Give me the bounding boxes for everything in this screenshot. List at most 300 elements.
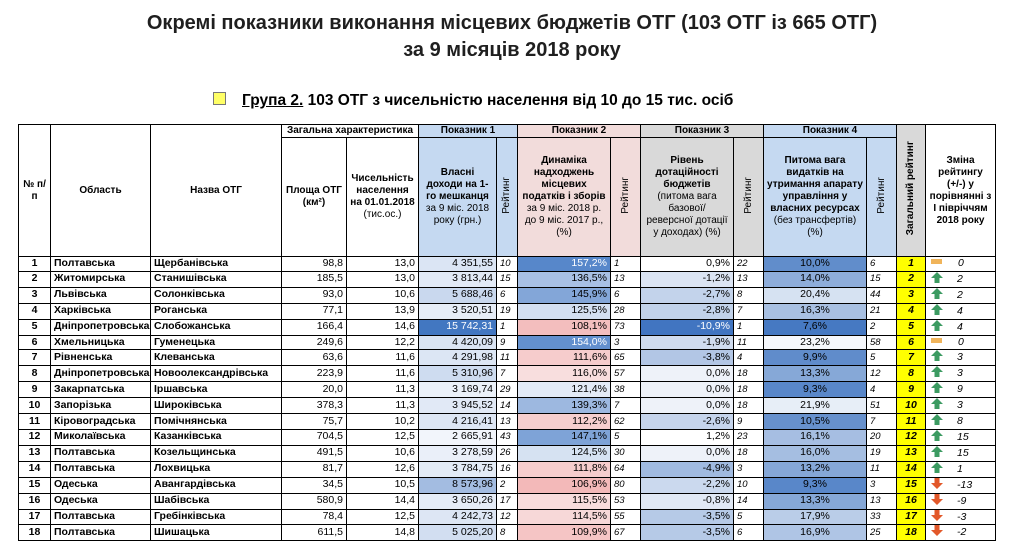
row-oblast: Полтавська [51, 445, 151, 461]
arrow-up-icon [931, 446, 943, 457]
row-dynamics: 111,8% [518, 461, 611, 477]
row-rating4: 5 [867, 350, 897, 366]
table-row [19, 477, 996, 493]
row-number: 1 [19, 257, 51, 272]
rating3-header-text: Рейтинг [742, 176, 754, 214]
rating4-header-text: Рейтинг [875, 176, 887, 214]
row-rating3: 11 [734, 335, 764, 350]
row-subsidy: -3,5% [641, 525, 734, 541]
row-admin-share: 17,9% [764, 509, 867, 525]
row-community-name: Авангардівська [151, 477, 282, 493]
row-population: 13,9 [347, 303, 419, 319]
row-number: 4 [19, 303, 51, 319]
row-subsidy: -1,9% [641, 335, 734, 350]
row-subsidy: 0,9% [641, 257, 734, 272]
row-number: 15 [19, 477, 51, 493]
rating-change-value: 3 [957, 351, 963, 364]
row-rating4: 25 [867, 525, 897, 541]
row-rating2: 73 [611, 319, 641, 335]
table-row [19, 509, 996, 525]
row-rating4: 13 [867, 493, 897, 509]
row-admin-share: 13,3% [764, 366, 867, 382]
row-rating4: 6 [867, 257, 897, 272]
row-rating2: 80 [611, 477, 641, 493]
row-number: 17 [19, 509, 51, 525]
row-income: 3 784,75 [419, 461, 497, 477]
row-rating3: 18 [734, 398, 764, 414]
group-label: Група 2. [242, 92, 304, 109]
col-ind2-header: Показник 2 [518, 125, 641, 138]
row-number: 8 [19, 366, 51, 382]
row-area: 63,6 [282, 350, 347, 366]
row-admin-share: 10,5% [764, 414, 867, 430]
row-income: 5 310,96 [419, 366, 497, 382]
rating-change-value: -9 [957, 494, 967, 507]
table-row [19, 429, 996, 445]
row-rating-change [926, 319, 996, 335]
row-rating3: 3 [734, 461, 764, 477]
row-income: 3 813,44 [419, 271, 497, 287]
row-rating3: 18 [734, 366, 764, 382]
col-population-header [347, 138, 419, 257]
arrow-up-icon [931, 462, 943, 473]
rating-change-value: 15 [957, 446, 969, 459]
row-dynamics: 111,6% [518, 350, 611, 366]
col-area-header: Площа ОТГ (км²) [282, 138, 347, 257]
row-admin-share: 14,0% [764, 271, 867, 287]
row-rating2: 6 [611, 287, 641, 303]
row-subsidy: -0,8% [641, 493, 734, 509]
row-rating-change [926, 271, 996, 287]
row-oblast: Житомирська [51, 271, 151, 287]
row-number: 10 [19, 398, 51, 414]
table-row [19, 287, 996, 303]
row-population: 14,6 [347, 319, 419, 335]
row-dynamics: 106,9% [518, 477, 611, 493]
row-population: 11,3 [347, 382, 419, 398]
row-rating1: 29 [497, 382, 518, 398]
row-total-rating: 16 [897, 493, 926, 509]
row-community-name: Слобожанська [151, 319, 282, 335]
rating-change-value: 15 [957, 430, 969, 443]
row-total-rating: 5 [897, 319, 926, 335]
row-rating1: 16 [497, 461, 518, 477]
row-area: 77,1 [282, 303, 347, 319]
row-dynamics: 157,2% [518, 257, 611, 272]
row-rating3: 14 [734, 493, 764, 509]
rating-change-value: 0 [958, 335, 964, 348]
row-rating-change [926, 461, 996, 477]
arrow-up-icon [931, 398, 943, 409]
row-total-rating: 6 [897, 335, 926, 350]
col-dynamics-header [518, 138, 611, 257]
arrow-down-icon [931, 510, 943, 521]
row-rating4: 51 [867, 398, 897, 414]
table-row [19, 414, 996, 430]
table-row [19, 366, 996, 382]
row-oblast: Запорізька [51, 398, 151, 414]
rating-change-value: -3 [957, 510, 967, 523]
row-dynamics: 145,9% [518, 287, 611, 303]
row-rating-change [926, 335, 996, 350]
row-rating1: 14 [497, 398, 518, 414]
row-rating3: 18 [734, 382, 764, 398]
row-rating-change [926, 429, 996, 445]
row-oblast: Закарпатська [51, 382, 151, 398]
row-rating1: 13 [497, 414, 518, 430]
col-ind4-header: Показник 4 [764, 125, 897, 138]
row-community-name: Роганська [151, 303, 282, 319]
row-admin-share: 9,3% [764, 382, 867, 398]
row-dynamics: 116,0% [518, 366, 611, 382]
row-population: 11,6 [347, 350, 419, 366]
row-subsidy: 0,0% [641, 398, 734, 414]
row-rating4: 4 [867, 382, 897, 398]
row-oblast: Одеська [51, 477, 151, 493]
row-rating3: 22 [734, 257, 764, 272]
row-dynamics: 114,5% [518, 509, 611, 525]
row-dynamics: 139,3% [518, 398, 611, 414]
row-admin-share: 13,2% [764, 461, 867, 477]
row-rating3: 5 [734, 509, 764, 525]
row-area: 78,4 [282, 509, 347, 525]
row-total-rating: 4 [897, 303, 926, 319]
arrow-up-icon [931, 414, 943, 425]
row-income: 3 278,59 [419, 445, 497, 461]
row-income: 5 025,20 [419, 525, 497, 541]
row-rating1: 12 [497, 509, 518, 525]
row-rating-change [926, 414, 996, 430]
row-income: 3 169,74 [419, 382, 497, 398]
row-total-rating: 18 [897, 525, 926, 541]
row-admin-share: 16,3% [764, 303, 867, 319]
row-dynamics: 124,5% [518, 445, 611, 461]
arrow-up-icon [931, 366, 943, 377]
row-number: 18 [19, 525, 51, 541]
arrow-down-icon [931, 494, 943, 505]
row-subsidy: 1,2% [641, 429, 734, 445]
row-total-rating: 10 [897, 398, 926, 414]
row-subsidy: 0,0% [641, 366, 734, 382]
row-area: 185,5 [282, 271, 347, 287]
row-rating2: 5 [611, 429, 641, 445]
row-admin-share: 9,3% [764, 477, 867, 493]
row-population: 10,5 [347, 477, 419, 493]
row-rating-change [926, 382, 996, 398]
table-row [19, 493, 996, 509]
row-dynamics: 109,9% [518, 525, 611, 541]
row-community-name: Клеванська [151, 350, 282, 366]
row-area: 611,5 [282, 525, 347, 541]
row-income: 5 688,46 [419, 287, 497, 303]
title-line-1: Окремі показники виконання місцевих бюджетів ОТГ (103 ОТГ із 665 ОТГ) [146, 12, 878, 34]
row-number: 5 [19, 319, 51, 335]
row-population: 10,6 [347, 445, 419, 461]
rating-change-value: -2 [957, 526, 967, 539]
rating2-header-text: Рейтинг [619, 176, 631, 214]
row-income: 4 420,09 [419, 335, 497, 350]
row-rating3: 6 [734, 525, 764, 541]
table-row [19, 398, 996, 414]
row-community-name: Іршавська [151, 382, 282, 398]
row-community-name: Широківська [151, 398, 282, 414]
row-rating2: 57 [611, 366, 641, 382]
row-admin-share: 21,9% [764, 398, 867, 414]
row-rating2: 13 [611, 271, 641, 287]
row-rating-change [926, 350, 996, 366]
row-rating-change [926, 509, 996, 525]
table-row [19, 303, 996, 319]
row-income: 3 945,52 [419, 398, 497, 414]
row-rating3: 4 [734, 350, 764, 366]
dynamics-header-sub: за 9 міс. 2018 р. до 9 міс. 2017 р., (%) [524, 203, 604, 238]
row-total-rating: 12 [897, 429, 926, 445]
rating-change-value: 3 [957, 399, 963, 412]
arrow-up-icon [931, 304, 943, 315]
admin-header-sub: (без трансфертів) (%) [773, 215, 857, 238]
table-row [19, 335, 996, 350]
row-population: 10,2 [347, 414, 419, 430]
row-area: 378,3 [282, 398, 347, 414]
row-oblast: Полтавська [51, 509, 151, 525]
table-row [19, 350, 996, 366]
row-income: 8 573,96 [419, 477, 497, 493]
row-total-rating: 14 [897, 461, 926, 477]
row-rating-change [926, 366, 996, 382]
col-general-header: Загальна характеристика [282, 125, 419, 138]
row-income: 4 351,55 [419, 257, 497, 272]
row-income: 3 650,26 [419, 493, 497, 509]
income-header-title: Власні доходи на 1-го мешканця [426, 167, 489, 202]
row-subsidy: -10,9% [641, 319, 734, 335]
row-rating1: 2 [497, 477, 518, 493]
row-community-name: Лохвицька [151, 461, 282, 477]
rating-change-value: 1 [957, 462, 963, 475]
row-rating4: 7 [867, 414, 897, 430]
col-subsidy-header [641, 138, 734, 257]
row-community-name: Шабівська [151, 493, 282, 509]
row-subsidy: -2,6% [641, 414, 734, 430]
row-oblast: Полтавська [51, 257, 151, 272]
row-income: 15 742,31 [419, 319, 497, 335]
rating-change-value: 2 [957, 272, 963, 285]
row-rating3: 18 [734, 445, 764, 461]
row-rating-change [926, 445, 996, 461]
row-dynamics: 147,1% [518, 429, 611, 445]
rating-change-value: 3 [957, 367, 963, 380]
row-rating-change [926, 303, 996, 319]
row-rating4: 58 [867, 335, 897, 350]
row-subsidy: -2,8% [641, 303, 734, 319]
row-admin-share: 16,1% [764, 429, 867, 445]
row-rating3: 7 [734, 303, 764, 319]
row-rating1: 9 [497, 335, 518, 350]
row-oblast: Полтавська [51, 525, 151, 541]
admin-header-title: Питома вага видатків на утримання апарату управління у власних ресурсах [767, 155, 863, 214]
row-rating2: 65 [611, 350, 641, 366]
row-community-name: Казанківська [151, 429, 282, 445]
arrow-down-icon [931, 525, 943, 536]
row-area: 704,5 [282, 429, 347, 445]
row-area: 93,0 [282, 287, 347, 303]
rating-change-value: -13 [957, 478, 973, 491]
row-dynamics: 115,5% [518, 493, 611, 509]
row-dynamics: 121,4% [518, 382, 611, 398]
arrow-up-icon [931, 288, 943, 299]
row-admin-share: 7,6% [764, 319, 867, 335]
row-rating2: 28 [611, 303, 641, 319]
no-change-icon [931, 338, 942, 343]
row-rating-change [926, 398, 996, 414]
rating-change-value: 0 [958, 257, 964, 269]
row-rating2: 53 [611, 493, 641, 509]
row-population: 11,6 [347, 366, 419, 382]
row-number: 13 [19, 445, 51, 461]
row-subsidy: -2,2% [641, 477, 734, 493]
row-population: 13,0 [347, 271, 419, 287]
row-admin-share: 10,0% [764, 257, 867, 272]
row-subsidy: 0,0% [641, 382, 734, 398]
table-row [19, 382, 996, 398]
rating-change-value: 8 [957, 415, 963, 428]
row-total-rating: 9 [897, 382, 926, 398]
arrow-up-icon [931, 272, 943, 283]
col-oblast-header: Область [51, 125, 151, 257]
row-population: 14,8 [347, 525, 419, 541]
row-dynamics: 136,5% [518, 271, 611, 287]
row-community-name: Гребінківська [151, 509, 282, 525]
col-ind1-header: Показник 1 [419, 125, 518, 138]
row-rating4: 3 [867, 477, 897, 493]
row-rating2: 38 [611, 382, 641, 398]
row-total-rating: 2 [897, 271, 926, 287]
row-rating-change [926, 287, 996, 303]
table-row [19, 319, 996, 335]
row-income: 4 242,73 [419, 509, 497, 525]
row-area: 20,0 [282, 382, 347, 398]
row-rating2: 3 [611, 335, 641, 350]
row-oblast: Одеська [51, 493, 151, 509]
row-rating2: 55 [611, 509, 641, 525]
row-area: 81,7 [282, 461, 347, 477]
row-rating4: 20 [867, 429, 897, 445]
row-oblast: Полтавська [51, 461, 151, 477]
table-row [19, 525, 996, 541]
row-rating2: 64 [611, 461, 641, 477]
row-rating1: 7 [497, 366, 518, 382]
row-admin-share: 13,3% [764, 493, 867, 509]
row-area: 580,9 [282, 493, 347, 509]
row-income: 4 291,98 [419, 350, 497, 366]
row-oblast: Хмельницька [51, 335, 151, 350]
row-community-name: Новоолександрівська [151, 366, 282, 382]
row-rating3: 9 [734, 414, 764, 430]
col-rating3-header [734, 138, 764, 257]
row-subsidy: -3,5% [641, 509, 734, 525]
row-population: 14,4 [347, 493, 419, 509]
rating-change-value: 2 [957, 288, 963, 301]
row-population: 12,2 [347, 335, 419, 350]
population-header-unit: (тис.ос.) [363, 209, 402, 220]
row-total-rating: 17 [897, 509, 926, 525]
rating-change-value: 9 [957, 383, 963, 396]
row-area: 166,4 [282, 319, 347, 335]
document-title [0, 10, 1024, 64]
row-rating4: 33 [867, 509, 897, 525]
table-row [19, 445, 996, 461]
row-subsidy: -2,7% [641, 287, 734, 303]
rating1-header-text: Рейтинг [501, 176, 512, 214]
total-header-text: Загальний рейтинг [905, 141, 916, 236]
row-population: 13,0 [347, 257, 419, 272]
rating-change-value: 4 [957, 320, 963, 333]
row-total-rating: 7 [897, 350, 926, 366]
table-row [19, 461, 996, 477]
row-rating-change [926, 493, 996, 509]
row-subsidy: -4,9% [641, 461, 734, 477]
row-income: 2 665,91 [419, 429, 497, 445]
arrow-down-icon [931, 478, 943, 489]
row-dynamics: 125,5% [518, 303, 611, 319]
row-community-name: Помічнянська [151, 414, 282, 430]
row-total-rating: 3 [897, 287, 926, 303]
row-rating1: 1 [497, 319, 518, 335]
title-line-2: за 9 місяців 2018 року [403, 39, 621, 61]
row-rating1: 6 [497, 287, 518, 303]
col-num-header: № п/п [19, 125, 51, 257]
row-area: 75,7 [282, 414, 347, 430]
dynamics-header-title: Динаміка надходжень місцевих податків і зборів [522, 155, 606, 202]
row-rating4: 44 [867, 287, 897, 303]
col-admin-header [764, 138, 867, 257]
row-population: 12,5 [347, 429, 419, 445]
row-admin-share: 16,9% [764, 525, 867, 541]
arrow-up-icon [931, 350, 943, 361]
row-oblast: Дніпропетровська [51, 366, 151, 382]
row-income: 4 216,41 [419, 414, 497, 430]
row-total-rating: 15 [897, 477, 926, 493]
row-number: 2 [19, 271, 51, 287]
row-rating3: 13 [734, 271, 764, 287]
row-rating1: 43 [497, 429, 518, 445]
row-community-name: Козельщинська [151, 445, 282, 461]
row-rating2: 30 [611, 445, 641, 461]
row-total-rating: 11 [897, 414, 926, 430]
arrow-up-icon [931, 430, 943, 441]
col-income-header [419, 138, 497, 257]
row-rating4: 11 [867, 461, 897, 477]
row-community-name: Станишівська [151, 271, 282, 287]
row-oblast: Харківська [51, 303, 151, 319]
row-rating4: 15 [867, 271, 897, 287]
row-area: 491,5 [282, 445, 347, 461]
row-admin-share: 20,4% [764, 287, 867, 303]
col-name-header: Назва ОТГ [151, 125, 282, 257]
row-rating2: 62 [611, 414, 641, 430]
row-number: 16 [19, 493, 51, 509]
row-rating3: 1 [734, 319, 764, 335]
row-number: 11 [19, 414, 51, 430]
row-rating4: 19 [867, 445, 897, 461]
row-oblast: Дніпропетровська [51, 319, 151, 335]
row-number: 6 [19, 335, 51, 350]
row-oblast: Кіровоградська [51, 414, 151, 430]
income-header-sub: за 9 міс. 2018 року (грн.) [425, 203, 490, 226]
row-area: 223,9 [282, 366, 347, 382]
row-rating1: 8 [497, 525, 518, 541]
row-community-name: Шишацька [151, 525, 282, 541]
row-income: 3 520,51 [419, 303, 497, 319]
